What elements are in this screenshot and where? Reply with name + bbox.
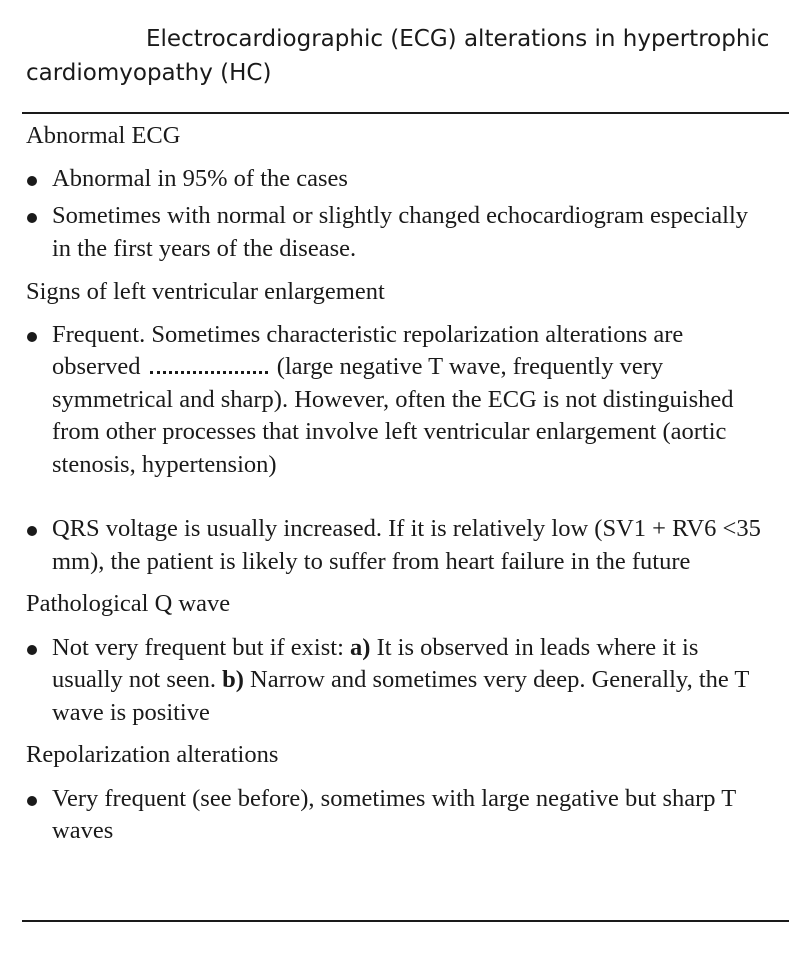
section-abnormal-ecg	[26, 118, 766, 265]
bottom-rule	[22, 920, 789, 922]
bullet-text: It is observed in leads where it is usually not seen.	[52, 633, 699, 693]
table-title: Electrocardiographic (ECG) alterations in hypertrophic cardiomyopathy (HC)	[26, 26, 770, 86]
list-item	[26, 163, 766, 196]
bullet-list	[26, 783, 766, 848]
bullet-text: Very frequent (see before), sometimes with large negative but sharp T waves	[52, 784, 736, 844]
section-left-ventricular-enlargement	[26, 276, 766, 578]
item-marker-a: a)	[350, 633, 371, 661]
section-heading: Abnormal ECG	[26, 122, 181, 149]
bullet-text: Not very frequent but if exist:	[52, 633, 351, 661]
section-heading: Repolarization alterations	[26, 741, 279, 768]
section-heading: Pathological Q wave	[26, 590, 231, 617]
section-heading: Signs of left ventricular enlargement	[26, 278, 385, 305]
bullet-icon	[27, 176, 37, 186]
list-item	[26, 513, 766, 578]
list-item	[26, 783, 766, 848]
item-marker-b: b)	[222, 666, 244, 693]
section-pathological-q-wave	[26, 588, 766, 729]
section-repolarization-alterations	[26, 739, 766, 848]
table-body	[26, 118, 766, 848]
bullet-list	[26, 319, 766, 579]
list-item	[26, 319, 766, 482]
bullet-text: (large negative T wave, frequently very symmetrical and sharp). However, often the ECG is not distinguished from other processes that involve left ventricular enlargement (aortic stenosis, hypertension)	[52, 353, 734, 478]
bullet-icon	[27, 332, 37, 342]
bullet-text: QRS voltage is usually increased. If it is relatively low (SV1 + RV6 <35 mm), the patient is likely to suffer from heart failure in the future	[52, 515, 761, 575]
list-item	[26, 200, 766, 265]
dotted-leader	[150, 357, 268, 374]
bullet-icon	[27, 645, 37, 655]
bullet-icon	[27, 526, 37, 536]
bullet-text: Sometimes with normal or slightly changed echocardiogram especially in the first years of the disease.	[52, 202, 749, 262]
bullet-text: Narrow and sometimes very deep. Generally, the T wave is positive	[52, 666, 749, 726]
bullet-list	[26, 163, 766, 266]
bullet-list	[26, 632, 766, 730]
top-rule	[22, 112, 789, 114]
bullet-icon	[27, 213, 37, 223]
bullet-icon	[27, 796, 37, 806]
bullet-text: Abnormal in 95% of the cases	[52, 164, 348, 192]
list-item	[26, 632, 766, 730]
bullet-text: Frequent. Sometimes characteristic repolarization alterations are observed	[52, 320, 684, 380]
